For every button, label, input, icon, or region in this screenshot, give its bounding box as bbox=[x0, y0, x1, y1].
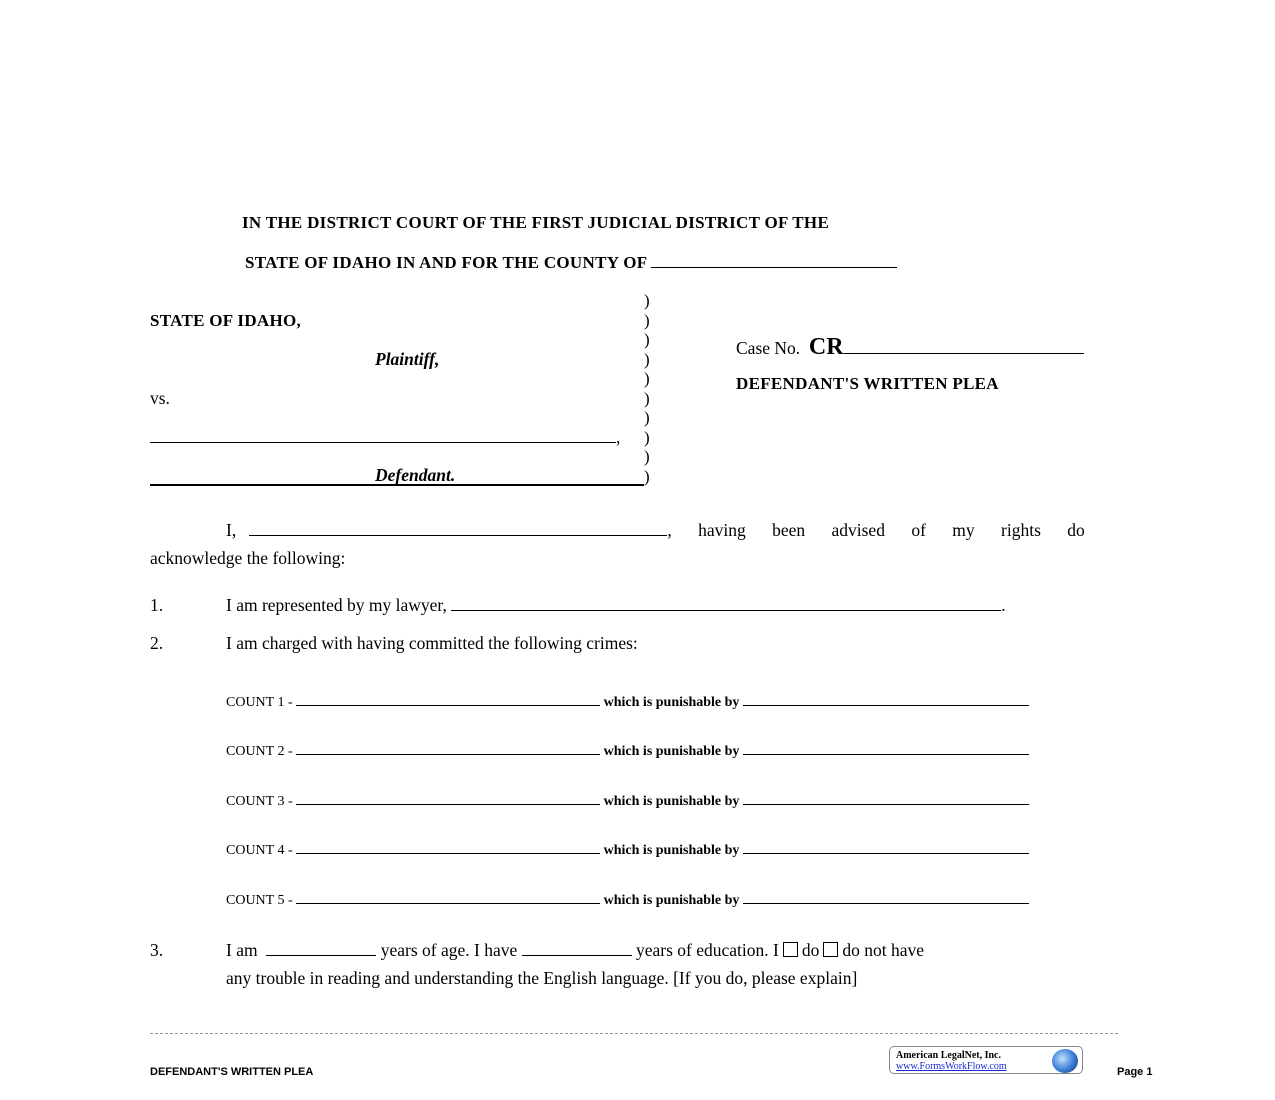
item-3-text-a: I am bbox=[226, 940, 258, 960]
item-2-number: 2. bbox=[150, 633, 164, 653]
count-penalty-field[interactable] bbox=[743, 790, 1029, 805]
intro-rest: , having been advised of my rights do bbox=[667, 520, 1085, 540]
court-header-line2 bbox=[245, 253, 897, 273]
count-crime-field[interactable] bbox=[296, 691, 600, 706]
count-crime-field[interactable] bbox=[296, 839, 600, 854]
count-label: COUNT 2 - bbox=[226, 744, 293, 759]
count-row bbox=[226, 691, 1029, 711]
count-penalty-field[interactable] bbox=[743, 740, 1029, 755]
do-not-label: do not have bbox=[842, 940, 925, 960]
page-number: Page 1 bbox=[1117, 1066, 1153, 1078]
do-label: do bbox=[801, 940, 820, 960]
court-header-text: STATE OF IDAHO IN AND FOR THE COUNTY OF bbox=[245, 253, 647, 272]
count-crime-field[interactable] bbox=[296, 889, 600, 904]
lawyer-name-field[interactable] bbox=[451, 596, 1001, 611]
item-1-text: I am represented by my lawyer, bbox=[226, 595, 447, 615]
item-3-number: 3. bbox=[150, 940, 164, 960]
count-row bbox=[226, 740, 1029, 760]
count-label: COUNT 4 - bbox=[226, 843, 293, 858]
intro-line2: acknowledge the following: bbox=[150, 548, 346, 568]
punishable-label: which is punishable by bbox=[603, 843, 740, 858]
punishable-label: which is punishable by bbox=[603, 794, 740, 809]
logo-company: American LegalNet, Inc. bbox=[896, 1050, 1001, 1061]
punishable-label: which is punishable by bbox=[603, 893, 740, 908]
footer-title: DEFENDANT'S WRITTEN PLEA bbox=[150, 1066, 314, 1078]
court-header-line1: IN THE DISTRICT COURT OF THE FIRST JUDICIAL DISTRICT OF THE bbox=[242, 213, 830, 232]
education-field[interactable] bbox=[522, 941, 632, 956]
county-field[interactable] bbox=[651, 253, 897, 268]
do-not-checkbox[interactable] bbox=[823, 942, 838, 957]
intro-line bbox=[226, 520, 1085, 541]
punishable-label: which is punishable by bbox=[603, 744, 740, 759]
count-row bbox=[226, 790, 1029, 810]
count-label: COUNT 5 - bbox=[226, 893, 293, 908]
count-crime-field[interactable] bbox=[296, 790, 600, 805]
intro-i: I, bbox=[226, 520, 237, 540]
logo-url-link[interactable]: www.FormsWorkFlow.com bbox=[896, 1061, 1007, 1072]
item-3-text-b: years of age. I have bbox=[380, 940, 518, 960]
count-penalty-field[interactable] bbox=[743, 889, 1029, 904]
count-penalty-field[interactable] bbox=[743, 839, 1029, 854]
count-crime-field[interactable] bbox=[296, 740, 600, 755]
item-1: I am represented by my lawyer, . bbox=[226, 595, 1006, 615]
count-label: COUNT 1 - bbox=[226, 695, 293, 710]
footer-divider bbox=[150, 1033, 1118, 1034]
punishable-label: which is punishable by bbox=[603, 695, 740, 710]
count-row bbox=[226, 839, 1029, 859]
defendant-full-name-field[interactable] bbox=[249, 521, 667, 536]
document-page: IN THE DISTRICT COURT OF THE FIRST JUDICIAL DISTRICT OF THE STATE OF IDAHO IN AND FOR THE COUNTY OF STATE OF IDAHO, Plaintiff, vs. , Defendant. ) ) ) ) ) ) ) ) ) ) Case No. CR DEFENDANT'S WRITTEN PLEA I, , having been advised of my rights do acknowledge the following: 1. I am represented by my lawyer, . 2. I am charged with having committed the following crimes: COUNT 1 - which is punishable by COUNT 2 - which is punishable by COUNT 3 - which is punishable by COUNT 4 - which is punishable by COUNT 5 - which is punishable by 3. I am years of age. I have years of education. I do do not have any trouble in reading and understanding the English language. [If you do, please explain] DEFENDANT'S WRITTEN PLEA American LegalNet, Inc. www.FormsWorkFlow.com Page 1 bbox=[0, 0, 1275, 1100]
american-legalnet-logo[interactable] bbox=[889, 1046, 1083, 1074]
case-no-label: Case No. bbox=[736, 338, 801, 358]
item-1-number: 1. bbox=[150, 595, 164, 615]
case-prefix: CR bbox=[808, 334, 844, 360]
defendant-label: Defendant. bbox=[375, 465, 456, 485]
plaintiff-party: STATE OF IDAHO, bbox=[150, 311, 302, 330]
count-label: COUNT 3 - bbox=[226, 794, 293, 809]
do-checkbox[interactable] bbox=[783, 942, 798, 957]
item-2-text: I am charged with having committed the following crimes: bbox=[226, 633, 638, 653]
item-3-line2: any trouble in reading and understanding the English language. [If you do, please explain] bbox=[226, 968, 858, 988]
globe-icon bbox=[1052, 1049, 1078, 1073]
vs-label: vs. bbox=[150, 388, 170, 408]
defendant-name-field[interactable]: , bbox=[150, 427, 620, 448]
age-field[interactable] bbox=[266, 941, 376, 956]
count-penalty-field[interactable] bbox=[743, 691, 1029, 706]
document-title: DEFENDANT'S WRITTEN PLEA bbox=[736, 374, 999, 393]
item-3 bbox=[226, 940, 924, 961]
case-number-field[interactable] bbox=[844, 339, 1084, 354]
count-row bbox=[226, 889, 1029, 909]
item-3-text-c: years of education. I bbox=[636, 940, 779, 960]
plaintiff-label: Plaintiff, bbox=[375, 349, 440, 369]
case-number-line bbox=[736, 334, 1084, 361]
